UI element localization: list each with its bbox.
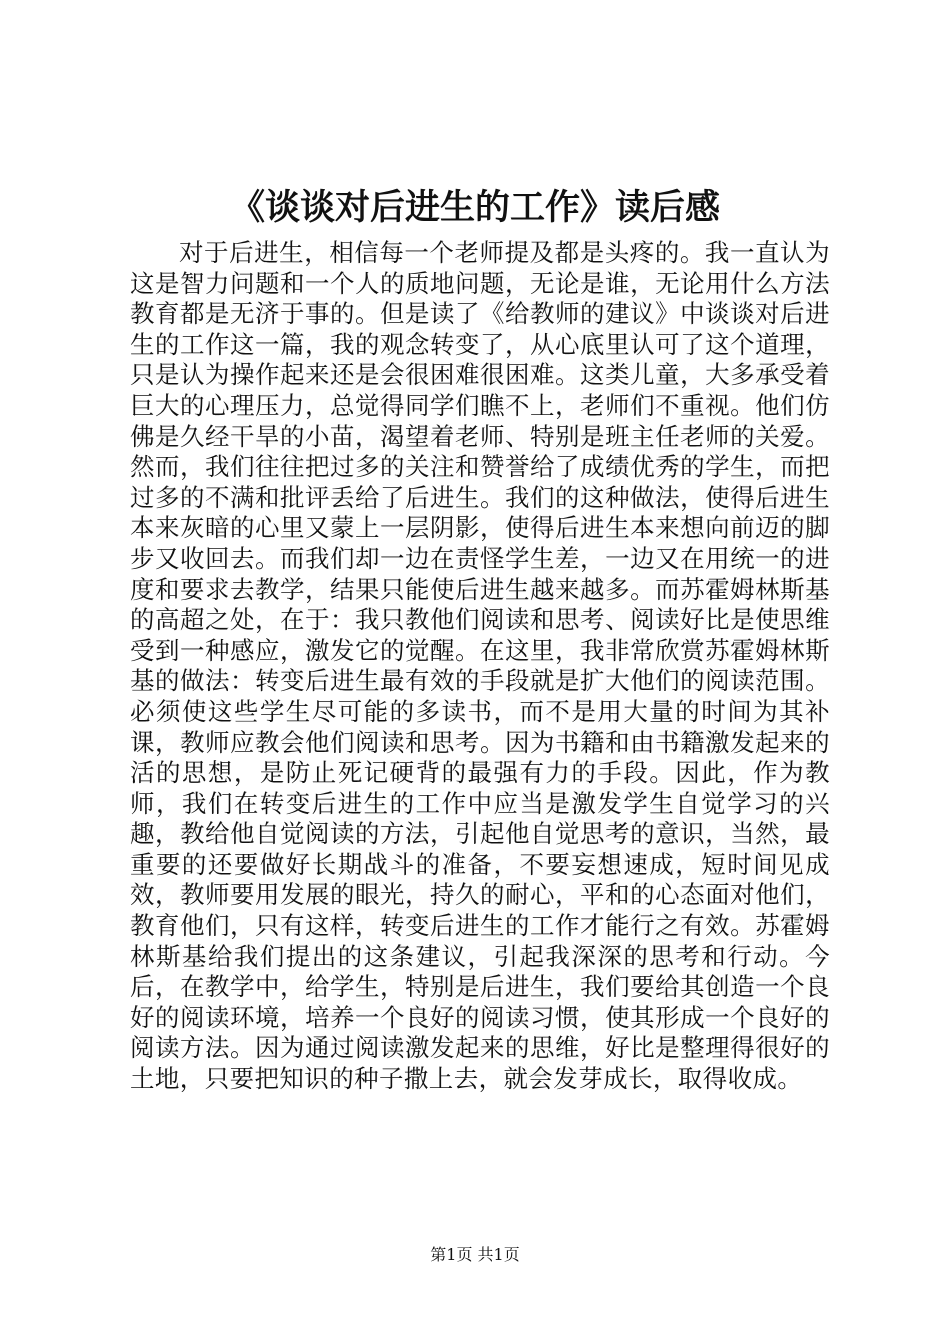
- page-footer: 第1页 共1页: [430, 1245, 520, 1264]
- body-paragraph: 对于后进生，相信每一个老师提及都是头疼的。我一直认为这是智力问题和一个人的质地问题，无论是谁，无论用什么方法教育都是无济于事的。但是读了《给教师的建议》中谈谈对后进生的工作这一篇，我的观念转变了，从心底里认可了这个道理，只是认为操作起来还是会很困难很困难。这类儿童，大多承受着巨大的心理压力，总觉得同学们瞧不上，老师们不重视。他们仿佛是久经干旱的小苗，渴望着老师、特别是班主任老师的关爱。然而，我们往往把过多的关注和赞誉给了成绩优秀的学生，而把过多的不满和批评丢给了后进生。我们的这种做法，使得后进生本来灰暗的心里又蒙上一层阴影，使得后进生本来想向前迈的脚步又收回去。而我们却一边在责怪学生差，一边又在用统一的进度和要求去教学，结果只能使后进生越来越多。而苏霍姆林斯基的高超之处，在于：我只教他们阅读和思考、阅读好比是使思维受到一种感应，激发它的觉醒。在这里，我非常欣赏苏霍姆林斯基的做法：转变后进生最有效的手段就是扩大他们的阅读范围。必须使这些学生尽可能的多读书，而不是用大量的时间为其补课，教师应教会他们阅读和思考。因为书籍和由书籍激发起来的活的思想，是防止死记硬背的最强有力的手段。因此，作为教师，我们在转变后进生的工作中应当是激发学生自觉学习的兴趣，教给他自觉阅读的方法，引起他自觉思考的意识，当然，最重要的还要做好长期战斗的准备，不要妄想速成，短时间见成效，教师要用发展的眼光，持久的耐心，平和的心态面对他们，教育他们，只有这样，转变后进生的工作才能行之有效。苏霍姆林斯基给我们提出的这条建议，引起我深深的思考和行动。今后，在教学中，给学生，特别是后进生，我们要给其创造一个良好的阅读环境，培养一个良好的阅读习惯，使其形成一个良好的阅读方法。因为通过阅读激发起来的思维，好比是整理得很好的土地，只要把知识的种子撒上去，就会发芽成长，取得收成。: [130, 238, 830, 1094]
- document-title: 《谈谈对后进生的工作》读后感: [229, 187, 720, 228]
